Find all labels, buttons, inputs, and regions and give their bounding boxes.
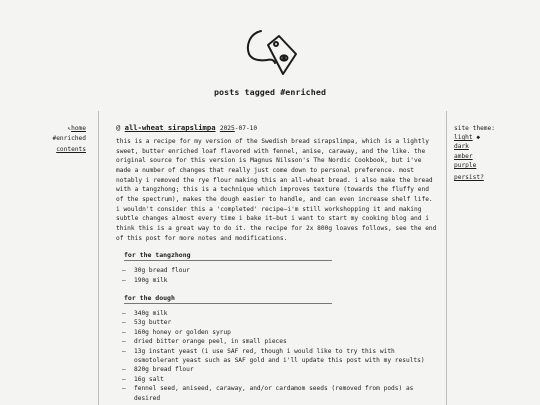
- contents-link[interactable]: contents: [56, 145, 86, 153]
- post-prefix: @: [116, 123, 121, 132]
- nav-current-tag: #enriched: [52, 135, 86, 143]
- right-divider: [446, 111, 447, 405]
- post-date: [220, 125, 257, 132]
- section-tangzhong: [116, 251, 438, 285]
- side-nav: [50, 124, 86, 155]
- selected-diamond-icon: ◆: [476, 134, 481, 142]
- ingredient-item: – 820g bread flour: [122, 365, 438, 374]
- price-tag-icon: [243, 28, 299, 80]
- theme-switcher: [454, 124, 514, 182]
- post-intro: this is a recipe for my version of the Swedish bread sirapslimpa, which is a lightly sweet, butter enriched loaf flavored with fennel, anise, caraway, and the like. the original source for this version is Magnus Nilsson's The Nordic Cookbook, but i've made a number of changes that really just come down to personal preference. most notably i removed the rye flour making this an all-wheat bread. i also make the bread with a tangzhong; this is a technique which improves texture (towards the fluffy end of the spectrum), makes the dough easier to handle, and can even increase shelf life. i wouldn't consider this a 'completed' recipe—i'm still workshopping it and making subtle changes almost every time i bake it—but i want to start my cooking blog and i think this is a great way to do it. the recipe for 2x 800g loaves follows, see the end of this post for more notes and modifications.: [116, 138, 437, 242]
- ingredient-item: – 340g milk: [122, 309, 438, 318]
- post: [116, 123, 438, 403]
- nav-contents: [50, 145, 86, 155]
- ingredient-item: – 13g instant yeast (i use SAF red, though i would like to try this with osmotolerant yeast such as SAF gold and i'll update this post with my results): [122, 347, 438, 366]
- ingredient-item: – fennel seed, aniseed, caraway, and/or cardamom seeds (removed from pods) as desired: [122, 384, 438, 403]
- theme-option-light: [454, 133, 514, 142]
- ingredient-item: – 190g milk: [122, 276, 438, 285]
- ingredient-item: – 16g salt: [122, 375, 438, 384]
- page-title: posts tagged #enriched: [213, 87, 327, 97]
- home-link[interactable]: home: [71, 125, 86, 132]
- post-date-rest: -07-10: [234, 125, 258, 132]
- ingredient-item: – 53g butter: [122, 318, 438, 327]
- theme-link-amber[interactable]: amber: [454, 152, 473, 160]
- ingredient-list: [122, 266, 438, 285]
- left-divider: [98, 111, 99, 405]
- persist-link[interactable]: persist?: [454, 174, 484, 182]
- theme-link-purple[interactable]: purple: [454, 161, 477, 169]
- theme-label: site theme:: [454, 125, 495, 132]
- theme-link-dark[interactable]: dark: [454, 143, 469, 151]
- section-heading: for the tangzhong: [124, 251, 332, 261]
- ingredient-item: – dried bitter orange peel, in small pieces: [122, 337, 438, 346]
- home-arrow-icon: ↖: [67, 125, 72, 132]
- section-heading: for the dough: [124, 294, 332, 304]
- post-date-year[interactable]: 2025: [219, 125, 235, 132]
- ingredient-item: – 30g bread flour: [122, 266, 438, 275]
- nav-home: [50, 124, 86, 134]
- theme-link-light[interactable]: light: [454, 134, 473, 142]
- post-header: [116, 123, 438, 134]
- section-dough: [116, 294, 438, 403]
- post-title-link[interactable]: all-wheat sirapslimpa: [124, 123, 216, 132]
- ingredient-list: [122, 309, 438, 403]
- ingredient-item: – 160g honey or golden syrup: [122, 328, 438, 337]
